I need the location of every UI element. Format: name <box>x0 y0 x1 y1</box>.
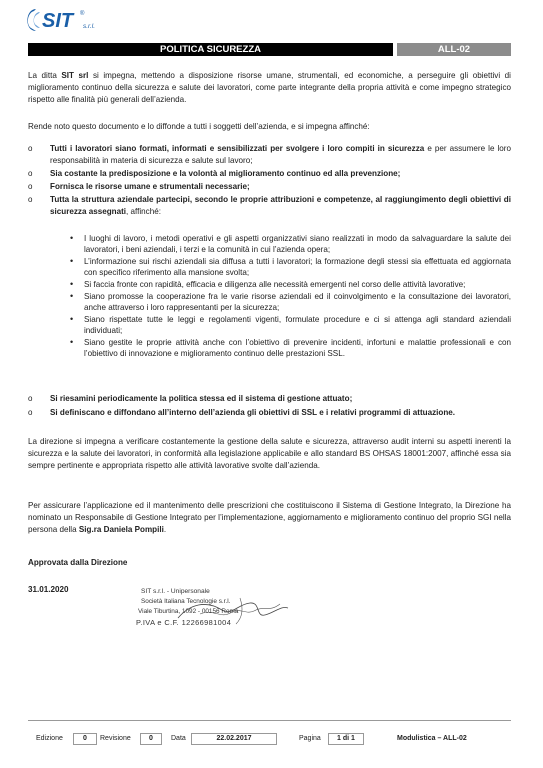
logo-text: SIT <box>42 10 74 32</box>
sub-list-item <box>70 314 511 336</box>
sub-list-item <box>70 279 511 290</box>
bullet-dot-icon: • <box>70 336 74 347</box>
stamp-line: Viale Tiburtina, 1092 - 00156 Roma <box>138 608 239 615</box>
page-label: Pagina <box>299 735 321 742</box>
responsible-name: Sig.ra Daniela Pompili <box>78 525 164 534</box>
intro-paragraph <box>28 70 511 106</box>
circle-bullet-icon: o <box>28 144 33 153</box>
sub-list-text: Siano gestite le proprie attività anche con l’obiettivo di prevenire incidenti, infortuni e malattie professionali e con l’obiettivo di innovazione e miglioramento continuo delle prestazioni SSL. <box>84 337 511 358</box>
logo-suffix: s.r.l. <box>83 23 96 30</box>
revision-value: 0 <box>140 733 162 745</box>
sub-list-item <box>70 256 511 278</box>
sgi-text: Per assicurare l’applicazione ed il mantenimento delle prescrizioni che costituiscono il Sistema di Gestione Integrato, la Direzione ha nominato un Responsabile di Gestione Integrato per l’implementazione, aggiornamento e miglioramento continuo del proprio SGI nella persona della <box>28 501 511 534</box>
revision-label: Revisione <box>100 735 131 742</box>
list-item-bold: Tutta la struttura aziendale partecipi, secondo le proprie attribuzioni e competenze, al raggiungimento degli obiettivi di sicurezza assegnati <box>50 195 511 216</box>
audit-paragraph: La direzione si impegna a verificare costantemente la gestione della salute e sicurezza, attraverso audit interni su aspetti inerenti la sicurezza e la salute dei lavoratori, in conformità alla legislazione applicabile e allo standard BS OHSAS 18001:2007, affinché essa sia sempre pertinente e appropriata rispetto alle attività lavorative svolte dall’azienda. <box>28 437 511 470</box>
bullet-dot-icon: • <box>70 290 74 301</box>
logo-registered: ® <box>80 11 85 17</box>
stamp-line: SIT s.r.l. - Unipersonale <box>141 588 210 595</box>
list-item <box>28 407 511 419</box>
circle-bullet-icon: o <box>28 394 33 403</box>
sub-list-text: L’informazione sui rischi aziendali sia diffusa a tutti i lavoratori; la formazione degli stessi sia effettuata ed aggiornata con specifico riferimento alla mansione svolta; <box>84 257 511 278</box>
company-name: SIT srl <box>61 71 89 80</box>
date-label: Data <box>171 735 186 742</box>
stamp-line: P.IVA e C.F. 12266981004 <box>136 618 232 627</box>
list-item <box>28 181 511 193</box>
list-item <box>28 393 511 405</box>
sub-list-text: Si faccia fronte con rapidità, efficacia e diligenza alle necessità emergenti nel corso delle attività lavorative; <box>84 280 466 289</box>
circle-bullet-icon: o <box>28 408 33 417</box>
document-title: POLITICA SICUREZZA <box>28 43 393 56</box>
bullet-dot-icon: • <box>70 233 74 243</box>
circle-bullet-icon: o <box>28 195 33 204</box>
list-item-bold: Si riesamini periodicamente la politica stessa ed il sistema di gestione attuato; <box>50 394 353 403</box>
footer-divider <box>28 720 511 721</box>
page-value: 1 di 1 <box>328 733 364 745</box>
stamp-line: Società Italiana Tecnologie s.r.l. <box>141 598 231 605</box>
document-code: ALL-02 <box>397 43 511 56</box>
edition-label: Edizione <box>36 735 63 742</box>
header-bar <box>28 43 511 56</box>
sgi-paragraph <box>28 500 511 536</box>
bullet-dot-icon: • <box>70 313 74 324</box>
bullet-dot-icon: • <box>70 279 74 289</box>
circle-bullet-icon: o <box>28 182 33 191</box>
list-item-bold: Si definiscano e diffondano all’interno dell’azienda gli obiettivi di SSL e i relativi programmi di attuazione. <box>50 408 456 417</box>
list-item-bold: Tutti i lavoratori siano formati, informati e sensibilizzati per svolgere i loro compiti in sicurezza <box>50 144 425 153</box>
approval-label: Approvata dalla Direzione <box>28 558 128 567</box>
approval-date: 31.01.2020 <box>28 585 69 594</box>
list-item-bold: Fornisca le risorse umane e strumentali necessarie; <box>50 182 250 191</box>
list-item <box>28 143 511 167</box>
edition-value: 0 <box>73 733 97 745</box>
circle-bullet-icon: o <box>28 169 33 178</box>
sub-commitment-list <box>70 233 511 360</box>
sub-list-item <box>70 291 511 313</box>
sub-list-item <box>70 233 511 255</box>
list-item-text: e per assumere le loro responsabilità in materia di sicurezza e salute sul lavoro; <box>50 144 511 165</box>
commitment-list <box>28 143 511 218</box>
list-item <box>28 194 511 218</box>
logo-swoosh-icon <box>27 9 36 31</box>
intro-text-b: si impegna, mettendo a disposizione risorse umane, strumentali, ed economiche, a perseguire gli obiettivi di miglioramento continuo della sicurezza e salute dei lavoratori, come parte integrante della propria attività e come impegno strategico rispetto alle finalità più generali dell’azienda. <box>28 71 511 104</box>
logo-swoosh-inner-icon <box>34 12 40 28</box>
bullet-dot-icon: • <box>70 256 74 266</box>
list-item-bold: Sia costante la predisposizione e la volontà al miglioramento continuo ed alla prevenzione; <box>50 169 401 178</box>
date-value: 22.02.2017 <box>191 733 277 745</box>
list-item <box>28 168 511 180</box>
sgi-text-end: . <box>163 525 167 534</box>
form-reference: Modulistica – ALL-02 <box>397 735 467 742</box>
review-list <box>28 393 511 419</box>
sub-list-item <box>70 337 511 359</box>
intro-paragraph-2: Rende noto questo documento e lo diffonde a tutti i soggetti dell’azienda, e si impegna affinché: <box>28 122 370 131</box>
sub-list-text: Siano rispettate tutte le leggi e regolamenti vigenti, formulate procedure e ci si attenga agli standard aziendali individuati; <box>84 314 511 335</box>
intro-text-a: La ditta <box>28 71 62 80</box>
sub-list-text: Siano promosse la cooperazione fra le varie risorse aziendali ed il coinvolgimento e la consultazione dei lavoratori, anche attraverso i loro rappresentanti per la sicurezza; <box>84 291 511 312</box>
sub-list-text: I luoghi di lavoro, i metodi operativi e gli aspetti organizzativi siano realizzati in modo da salvaguardare la salute dei lavoratori, i beni aziendali, i terzi e la comunità in cui l’azienda opera; <box>84 234 511 255</box>
list-item-text: , affinché: <box>126 207 161 216</box>
sit-logo <box>22 6 132 34</box>
signature-icon <box>170 590 295 630</box>
